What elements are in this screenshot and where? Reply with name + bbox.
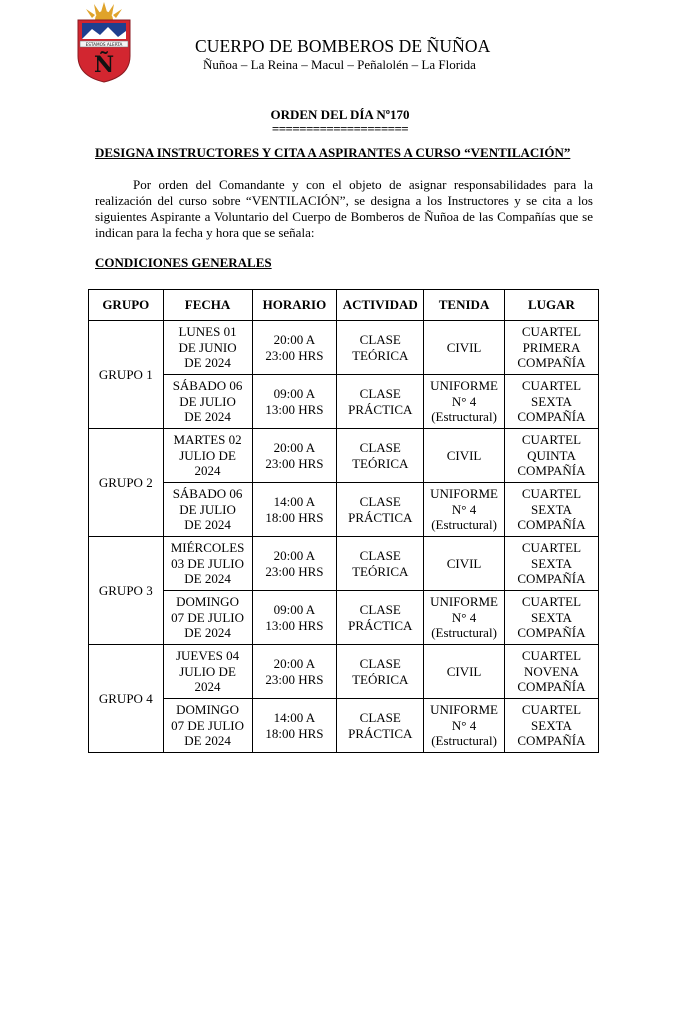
- cell-line: 23:00 HRS: [265, 563, 324, 579]
- cell-grupo: GRUPO 2: [89, 429, 164, 537]
- cell-line: CUARTEL: [521, 432, 582, 448]
- cell-line: TEÓRICA: [352, 455, 409, 471]
- cell-line: DOMINGO: [176, 702, 239, 718]
- order-paragraph: Por orden del Comandante y con el objeto de asignar responsabilidades para la realización del curso sobre “VENTILACIÓN”, se designa a los Instructores y se cita a los siguientes Aspirante a Voluntario del Cuerpo de Bomberos de Ñuñoa de las Compañías que se indican para la fecha y hora que se señala:: [95, 177, 593, 240]
- cell-line: MARTES 02: [173, 432, 242, 448]
- table-row: [89, 375, 599, 429]
- cell-line: SEXTA: [531, 393, 572, 409]
- cell-actividad: [337, 699, 424, 753]
- cell-line: CUARTEL: [521, 702, 582, 718]
- cell-line: N° 4: [451, 501, 477, 517]
- cell-line: UNIFORME: [430, 378, 498, 394]
- cell-line: 14:00 A: [273, 494, 316, 509]
- cell-line: PRÁCTICA: [348, 725, 413, 741]
- cell-line: 18:00 HRS: [265, 509, 324, 525]
- cell-line: DE 2024: [184, 355, 231, 371]
- organization-communes: Ñuñoa – La Reina – Macul – Peñalolén – La Florida: [203, 57, 476, 72]
- cell-line: (Estructural): [431, 409, 497, 425]
- cell-actividad: [337, 321, 424, 375]
- cell-line: TEÓRICA: [352, 563, 409, 579]
- schedule-table-body: [89, 321, 599, 753]
- fire-department-crest-logo: [74, 0, 134, 84]
- cell-fecha: [163, 483, 252, 537]
- cell-line: SÁBADO 06: [172, 486, 243, 502]
- header-grupo: GRUPO: [89, 290, 164, 321]
- cell-line: LUNES 01: [178, 324, 237, 340]
- cell-line: CIVIL: [446, 663, 482, 679]
- cell-lugar: [504, 699, 598, 753]
- cell-line: 13:00 HRS: [265, 401, 324, 417]
- cell-actividad: [337, 375, 424, 429]
- cell-line: SEXTA: [531, 501, 572, 517]
- cell-line: 03 DE JULIO: [171, 555, 245, 571]
- cell-horario: [252, 645, 337, 699]
- cell-lugar: [504, 645, 598, 699]
- table-row: [89, 321, 599, 375]
- cell-line: COMPAÑÍA: [517, 733, 586, 749]
- cell-line: 23:00 HRS: [265, 671, 324, 687]
- cell-actividad: [337, 483, 424, 537]
- cell-line: 07 DE JULIO: [171, 717, 245, 733]
- cell-line: 09:00 A: [273, 386, 316, 401]
- cell-line: 20:00 A: [273, 332, 316, 347]
- cell-line: CLASE: [359, 548, 401, 563]
- cell-line: UNIFORME: [430, 594, 498, 610]
- cell-line: DE JUNIO: [178, 339, 237, 355]
- cell-horario: [252, 591, 337, 645]
- header-actividad: ACTIVIDAD: [337, 290, 424, 321]
- cell-line: 2024: [194, 679, 221, 695]
- cell-fecha: [163, 699, 252, 753]
- table-row: [89, 429, 599, 483]
- cell-line: 13:00 HRS: [265, 617, 324, 633]
- cell-tenida: [424, 645, 505, 699]
- cell-line: (Estructural): [431, 517, 497, 533]
- cell-line: MIÉRCOLES: [170, 540, 245, 556]
- cell-line: JULIO DE: [179, 447, 236, 463]
- cell-line: CLASE: [359, 656, 401, 671]
- cell-line: 09:00 A: [273, 602, 316, 617]
- cell-line: COMPAÑÍA: [517, 409, 586, 425]
- cell-tenida: [424, 321, 505, 375]
- cell-line: DE 2024: [184, 409, 231, 425]
- cell-line: DE JULIO: [179, 393, 236, 409]
- cell-line: CUARTEL: [521, 648, 582, 664]
- cell-fecha: [163, 537, 252, 591]
- cell-line: CUARTEL: [521, 594, 582, 610]
- header-fecha: FECHA: [163, 290, 252, 321]
- table-header-row: [89, 290, 599, 321]
- cell-tenida: [424, 537, 505, 591]
- cell-line: (Estructural): [431, 733, 497, 749]
- order-title-rule: ====================: [271, 121, 409, 136]
- cell-tenida: [424, 591, 505, 645]
- cell-line: UNIFORME: [430, 702, 498, 718]
- order-title: ORDEN DEL DÍA Nº170: [270, 107, 410, 122]
- cell-line: CIVIL: [446, 447, 482, 463]
- cell-fecha: [163, 429, 252, 483]
- cell-tenida: [424, 375, 505, 429]
- table-row: [89, 645, 599, 699]
- cell-tenida: [424, 699, 505, 753]
- cell-lugar: [504, 321, 598, 375]
- cell-line: NOVENA: [524, 663, 579, 679]
- cell-line: CLASE: [359, 332, 401, 347]
- cell-line: COMPAÑÍA: [517, 355, 586, 371]
- order-subject: DESIGNA INSTRUCTORES Y CITA A ASPIRANTES A CURSO “VENTILACIÓN”: [95, 145, 571, 160]
- schedule-table: [88, 289, 599, 753]
- cell-line: 2024: [194, 463, 221, 479]
- cell-line: COMPAÑÍA: [517, 625, 586, 641]
- cell-line: DE JULIO: [179, 501, 236, 517]
- cell-line: COMPAÑÍA: [517, 463, 586, 479]
- cell-tenida: [424, 483, 505, 537]
- cell-fecha: [163, 375, 252, 429]
- cell-lugar: [504, 429, 598, 483]
- cell-grupo: GRUPO 1: [89, 321, 164, 429]
- cell-line: CLASE: [359, 494, 401, 509]
- cell-line: CLASE: [359, 386, 401, 401]
- cell-line: CUARTEL: [521, 378, 582, 394]
- cell-line: SEXTA: [531, 717, 572, 733]
- cell-fecha: [163, 591, 252, 645]
- cell-line: SEXTA: [531, 555, 572, 571]
- cell-horario: [252, 375, 337, 429]
- cell-line: 23:00 HRS: [265, 455, 324, 471]
- crest-motto: ESTAMOS ALERTA: [85, 42, 123, 47]
- cell-lugar: [504, 483, 598, 537]
- cell-grupo: GRUPO 4: [89, 645, 164, 753]
- cell-lugar: [504, 375, 598, 429]
- cell-line: CUARTEL: [521, 486, 582, 502]
- cell-line: 07 DE JULIO: [171, 609, 245, 625]
- cell-line: 20:00 A: [273, 440, 316, 455]
- cell-line: CLASE: [359, 440, 401, 455]
- cell-actividad: [337, 591, 424, 645]
- cell-horario: [252, 483, 337, 537]
- section-title: CONDICIONES GENERALES: [95, 255, 272, 270]
- cell-line: COMPAÑÍA: [517, 679, 586, 695]
- cell-horario: [252, 537, 337, 591]
- cell-line: PRIMERA: [522, 339, 581, 355]
- cell-line: COMPAÑÍA: [517, 571, 586, 587]
- cell-line: PRÁCTICA: [348, 509, 413, 525]
- cell-line: CUARTEL: [521, 324, 582, 340]
- organization-name: CUERPO DE BOMBEROS DE ÑUÑOA: [195, 36, 491, 56]
- cell-horario: [252, 429, 337, 483]
- cell-line: N° 4: [451, 717, 477, 733]
- cell-fecha: [163, 645, 252, 699]
- cell-line: JUEVES 04: [175, 648, 240, 664]
- cell-fecha: [163, 321, 252, 375]
- cell-line: 14:00 A: [273, 710, 316, 725]
- table-row: [89, 537, 599, 591]
- cell-tenida: [424, 429, 505, 483]
- cell-line: SÁBADO 06: [172, 378, 243, 394]
- cell-lugar: [504, 591, 598, 645]
- table-row: [89, 483, 599, 537]
- table-row: [89, 591, 599, 645]
- cell-line: CUARTEL: [521, 540, 582, 556]
- cell-line: 23:00 HRS: [265, 347, 324, 363]
- cell-line: DE 2024: [184, 625, 231, 641]
- cell-actividad: [337, 645, 424, 699]
- cell-line: PRÁCTICA: [348, 617, 413, 633]
- cell-line: DE 2024: [184, 571, 231, 587]
- table-row: [89, 699, 599, 753]
- cell-line: CLASE: [359, 710, 401, 725]
- cell-line: N° 4: [451, 609, 477, 625]
- cell-line: DOMINGO: [176, 594, 239, 610]
- header-lugar: LUGAR: [504, 290, 598, 321]
- cell-line: CIVIL: [446, 555, 482, 571]
- cell-line: DE 2024: [184, 517, 231, 533]
- cell-line: PRÁCTICA: [348, 401, 413, 417]
- header-horario: HORARIO: [252, 290, 337, 321]
- header-tenida: TENIDA: [424, 290, 505, 321]
- cell-line: TEÓRICA: [352, 347, 409, 363]
- cell-line: 20:00 A: [273, 656, 316, 671]
- cell-line: SEXTA: [531, 609, 572, 625]
- cell-line: 20:00 A: [273, 548, 316, 563]
- cell-line: TEÓRICA: [352, 671, 409, 687]
- cell-horario: [252, 321, 337, 375]
- cell-line: JULIO DE: [179, 663, 236, 679]
- cell-grupo: GRUPO 3: [89, 537, 164, 645]
- crest-letter: Ñ: [93, 52, 115, 78]
- cell-actividad: [337, 537, 424, 591]
- cell-line: N° 4: [451, 393, 477, 409]
- cell-line: COMPAÑÍA: [517, 517, 586, 533]
- cell-actividad: [337, 429, 424, 483]
- cell-line: CLASE: [359, 602, 401, 617]
- cell-line: (Estructural): [431, 625, 497, 641]
- cell-line: DE 2024: [184, 733, 231, 749]
- cell-line: QUINTA: [527, 447, 576, 463]
- cell-line: 18:00 HRS: [265, 725, 324, 741]
- cell-line: UNIFORME: [430, 486, 498, 502]
- cell-horario: [252, 699, 337, 753]
- cell-line: CIVIL: [446, 339, 482, 355]
- cell-lugar: [504, 537, 598, 591]
